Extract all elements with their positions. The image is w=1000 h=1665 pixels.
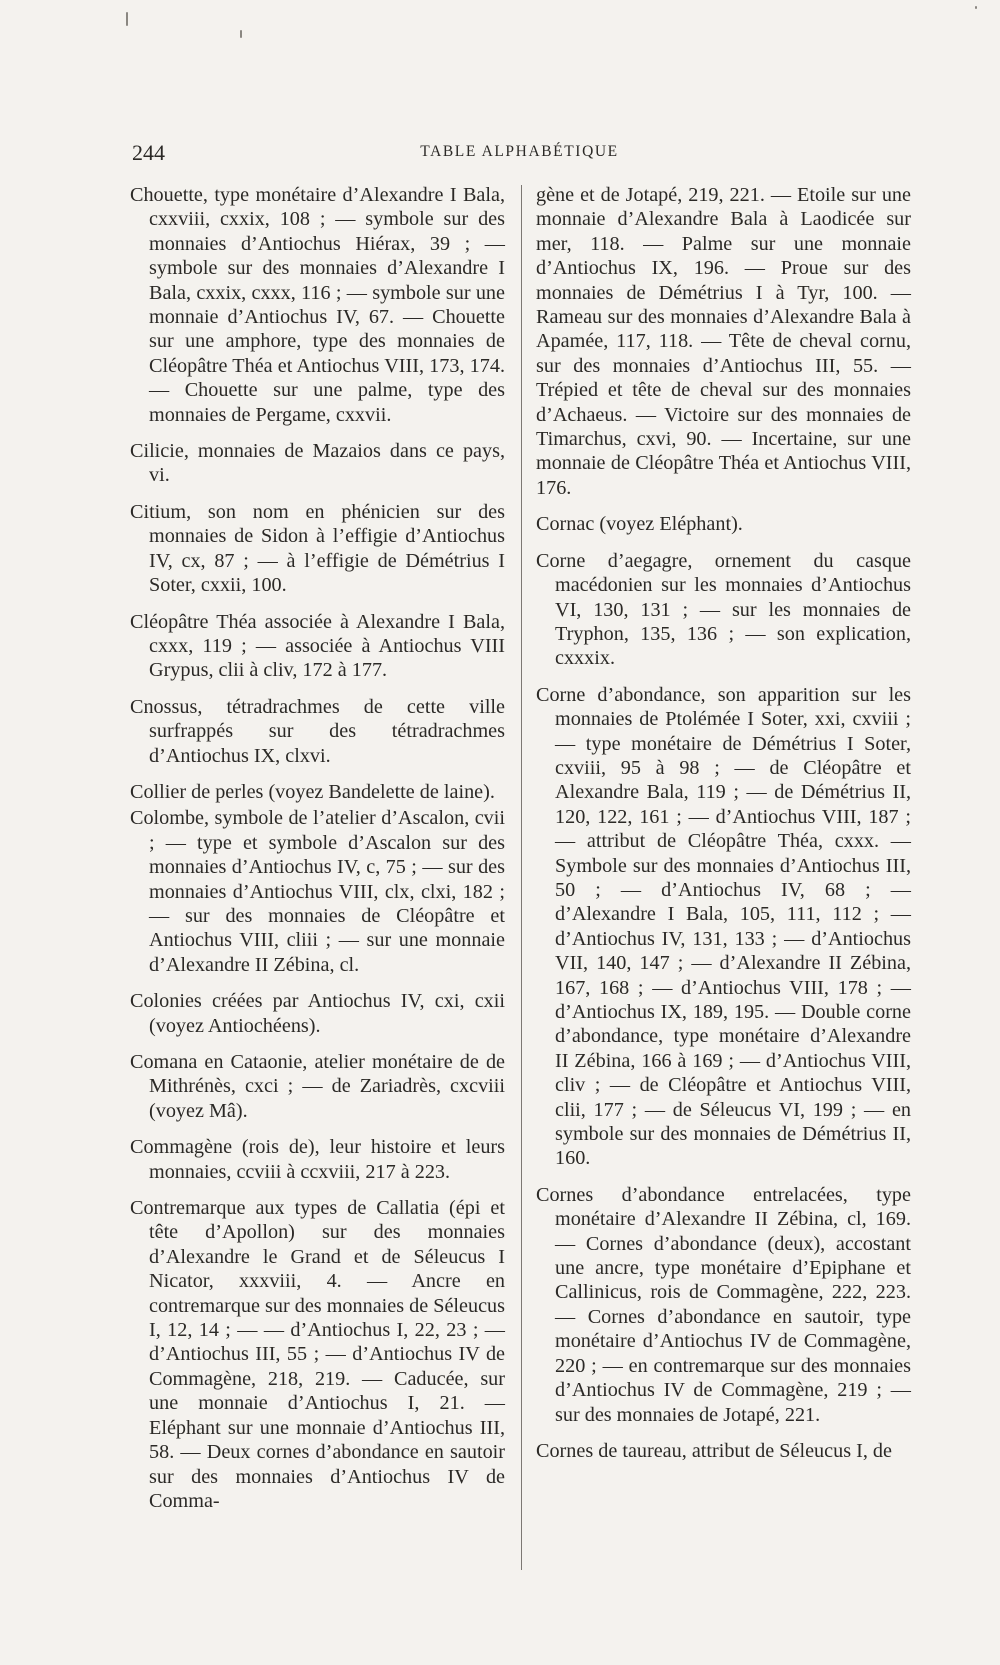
column-divider [521, 185, 522, 1570]
ink-speck [240, 30, 242, 38]
right-column [536, 183, 911, 1463]
page-header [132, 140, 907, 170]
index-entry: Contremarque aux types de Callatia (épi et tête d’Apollon) sur des monnaies d’Alexandre le Grand et de Séleucus I Nicator, xxxviii, 4. — Ancre en contremarque sur des monnaies de Séleucus I, 12, 14 ; — — d’Antiochus I, 22, 23 ; — d’Antiochus III, 55 ; — d’Antiochus IV de Commagène, 218, 219. — Caducée, sur une monnaie d’Antiochus I, 21. — Eléphant sur une monnaie d’Antiochus III, 58. — Deux cornes d’abondance en sautoir sur des monnaies d’Antiochus IV de Comma- [130, 1197, 505, 1512]
index-entry: Cilicie, monnaies de Mazaios dans ce pays, vi. [130, 440, 505, 487]
index-entry: Colombe, symbole de l’atelier d’Ascalon, cvii ; — type et symbole d’Ascalon sur des monnaies d’Antiochus IV, c, 75 ; — sur des monnaies d’Antiochus VIII, clx, clxi, 182 ; — sur des monnaies de Cléopâtre et Antiochus VIII, cliii ; — sur une monnaie d’Alexandre II Zébina, cl. [130, 807, 505, 976]
ink-speck [975, 6, 977, 9]
page-number: 244 [132, 140, 165, 165]
index-entry: Cornes de taureau, attribut de Séleucus I, de [536, 1439, 892, 1462]
index-entry: Collier de perles (voyez Bandelette de laine). [130, 780, 495, 803]
running-title: TABLE ALPHABÉTIQUE [420, 143, 619, 160]
left-column [130, 183, 505, 1513]
index-entry: Cléopâtre Théa associée à Alexandre I Bala, cxxx, 119 ; — associée à Antiochus VIII Grypus, clii à cliv, 172 à 177. [130, 610, 505, 682]
index-entry: Citium, son nom en phénicien sur des monnaies de Sidon à l’effigie d’Antiochus IV, cx, 87 ; — à l’effigie de Démétrius I Soter, cxxii, 100. [130, 500, 505, 597]
index-entry: Cornes d’abondance entrelacées, type monétaire d’Alexandre II Zébina, cl, 169. — Cornes d’abondance (deux), accostant une ancre, type monétaire d’Epiphane et Callinicus, rois de Commagène, 222, 223. — Cornes d’abondance en sautoir, type monétaire d’Antiochus IV de Commagène, 220 ; — en contremarque sur des monnaies d’Antiochus IV de Commagène, 219 ; — sur des monnaies de Jotapé, 221. [536, 1183, 911, 1426]
index-entry: Corne d’aegagre, ornement du casque macédonien sur les monnaies d’Antiochus VI, 130, 131 ; — sur les monnaies de Tryphon, 135, 136 ; — son explication, cxxxix. [536, 549, 911, 670]
index-entry: Cnossus, tétradrachmes de cette ville surfrappés sur des tétradrachmes d’Antiochus IX, clxvi. [130, 695, 505, 767]
index-entry: Chouette, type monétaire d’Alexandre I Bala, cxxviii, cxxix, 108 ; — symbole sur des monnaies d’Antiochus Hiérax, 39 ; — symbole sur des monnaies d’Alexandre I Bala, cxxix, cxxx, 116 ; — symbole sur une monnaie d’Antiochus IV, 67. — Chouette sur une amphore, type des monnaies de Cléopâtre Théa et Antiochus VIII, 173, 174. — Chouette sur une palme, type des monnaies de Pergame, cxxvii. [130, 184, 505, 426]
index-entry-continued: gène et de Jotapé, 219, 221. — Etoile sur une monnaie d’Alexandre Bala à Laodicée sur mer, 118. — Palme sur une monnaie d’Antiochus IX, 196. — Proue sur des monnaies de Démétrius I à Tyr, 100. — Rameau sur des monnaies d’Alexandre Bala à Apamée, 117, 118. — Tête de cheval cornu, sur des monnaies d’Antiochus III, 55. — Trépied et tête de cheval sur des monnaies d’Achaeus. — Victoire sur des monnaies de Timarchus, cxvi, 90. — Incertaine, sur une monnaie de Cléopâtre Théa et Antiochus VIII, 176. [536, 184, 911, 499]
index-entry: Commagène (rois de), leur histoire et leurs monnaies, ccviii à ccxviii, 217 à 223. [130, 1136, 505, 1183]
index-entry: Comana en Cataonie, atelier monétaire de de Mithrénès, cxci ; — de Zariadrès, cxcviii (voyez Mâ). [130, 1051, 505, 1122]
index-entry: Cornac (voyez Eléphant). [536, 513, 743, 536]
index-entry: Colonies créées par Antiochus IV, cxi, cxii (voyez Antiochéens). [130, 990, 505, 1037]
ink-speck [126, 12, 128, 26]
index-entry: Corne d’abondance, son apparition sur les monnaies de Ptolémée I Soter, xxi, cxviii ; — type monétaire de Démétrius I Soter, cxviii, 95 à 98 ; — de Cléopâtre et Alexandre Bala, 119 ; — de Démétrius II, 120, 122, 161 ; — d’Antiochus VIII, 187 ; — attribut de Cléopâtre Théa, cxxx. — Symbole sur des monnaies d’Antiochus III, 50 ; — d’Antiochus IV, 68 ; — d’Alexandre I Bala, 105, 111, 112 ; — d’Antiochus IV, 131, 133 ; — d’Antiochus VII, 140, 147 ; — d’Alexandre II Zébina, 167, 168 ; — d’Antiochus VIII, 178 ; — d’Antiochus IX, 189, 195. — Double corne d’abondance, type monétaire d’Alexandre II Zébina, 166 à 169 ; — d’Antiochus VIII, cliv ; — de Cléopâtre et Antiochus VIII, clii, 177 ; — de Séleucus VI, 199 ; — en symbole sur des monnaies de Démétrius II, 160. [536, 683, 911, 1170]
